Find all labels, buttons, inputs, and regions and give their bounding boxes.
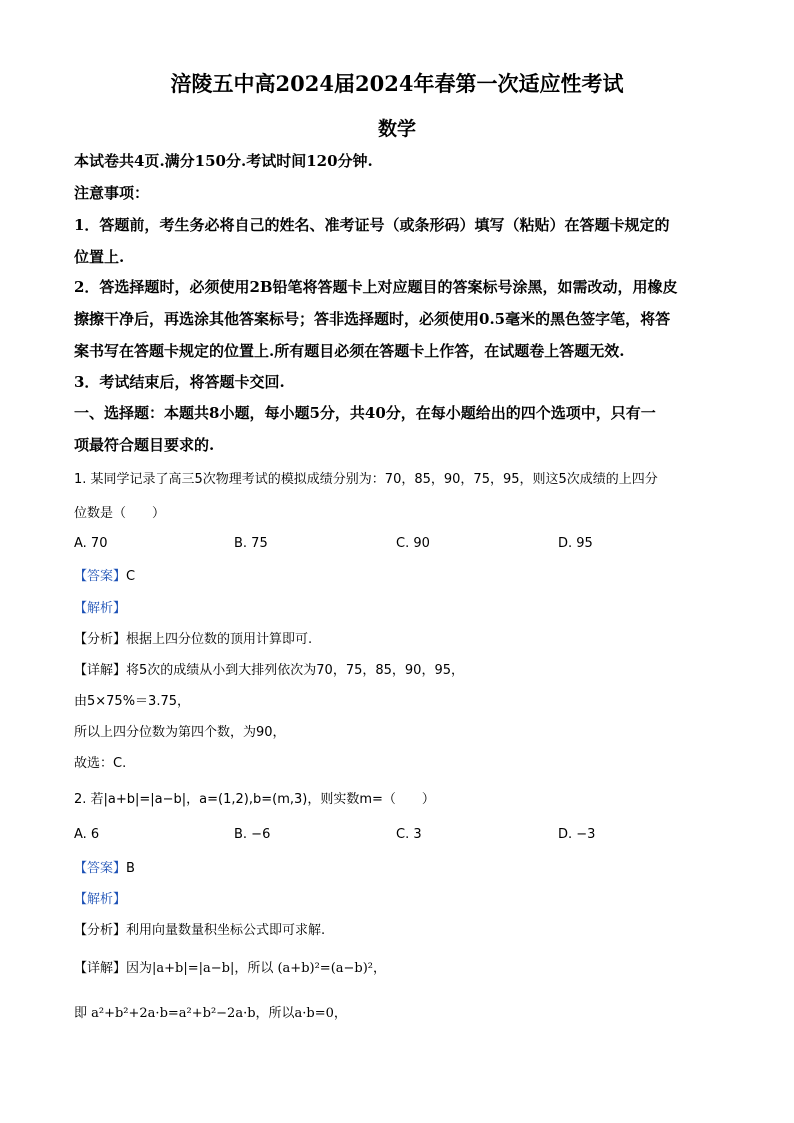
q2-choice-d: D. −3: [558, 827, 596, 842]
subject-title: 数学: [377, 118, 416, 140]
q1-xiangjie-tag: 【详解】: [74, 663, 127, 678]
q2-answer-line: [74, 858, 724, 880]
q1-choice-b: B. 75: [234, 536, 268, 551]
q2-choices: [74, 827, 724, 849]
q2-answer-value: B: [126, 861, 135, 876]
q1-step-3: 所以上四分位数为第四个数，为90，: [74, 725, 286, 740]
q2-step-2-text: 即 a²+b²+2a·b=a²+b²−2a·b，所以a·b=0，: [74, 1006, 347, 1021]
note-2-line-1: 2．答选择题时，必须使用2B铅笔将答题卡上对应题目的答案标号涂黑，如需改动，用橡皮: [74, 278, 678, 296]
q2-xiangjie-text: 因为|a+b|=|a−b|，所以 (a+b)²=(a−b)²，: [126, 961, 387, 976]
q2-choice-a: A. 6: [74, 827, 100, 842]
q2-xiangjie-line: [74, 958, 724, 980]
q1-answer-line: [74, 566, 724, 588]
q2-step-2: [74, 1003, 724, 1025]
intro-line: 本试卷共4页.满分150分.考试时间120分钟.: [74, 152, 373, 170]
section-1-line-1: 一、选择题：本题共8小题，每小题5分，共40分，在每小题给出的四个选项中，只有一: [74, 404, 656, 422]
note-2-line-2: 擦擦干净后，再选涂其他答案标号；答非选择题时，必须使用0.5毫米的黑色签字笔，将答: [74, 310, 671, 328]
q2-answer-tag: 【答案】: [74, 861, 127, 876]
q2-choice-b: B. −6: [234, 827, 271, 842]
q1-step-2: 由5×75%＝3.75，: [74, 694, 191, 709]
q1-answer-value: C: [126, 569, 136, 584]
q1-stem-line-2: 位数是（ ）: [74, 506, 166, 521]
q1-xiangjie-text: 将5次的成绩从小到大排列依次为70，75，85，90，95，: [126, 663, 464, 678]
q1-analysis-tag: [74, 598, 724, 620]
note-1-line-1: 1．答题前，考生务必将自己的姓名、准考证号（或条形码）填写（粘贴）在答题卡规定的: [74, 216, 670, 234]
q2-fenxi-text: 利用向量数量积坐标公式即可求解.: [126, 923, 326, 938]
q1-answer-tag: 【答案】: [74, 569, 127, 584]
q1-xiangjie-line: [74, 660, 724, 682]
q2-fenxi-line: [74, 920, 724, 942]
section-1-line-2: 项最符合题目要求的.: [74, 436, 215, 454]
notes-heading: 注意事项：: [74, 184, 150, 202]
q1-choice-d: D. 95: [558, 536, 593, 551]
q2-xiangjie-tag: 【详解】: [74, 961, 127, 976]
q1-stem-line-1: 1. 某同学记录了高三5次物理考试的模拟成绩分别为：70，85，90，75，95，则这5次成绩的上四分: [74, 472, 658, 487]
q2-stem: 2. 若|a+b|=|a−b|，a=(1,2),b=(m,3)，则实数m=（ ）: [74, 792, 435, 807]
q1-analysis-label: 【解析】: [74, 601, 127, 616]
q2-fenxi-tag: 【分析】: [74, 923, 127, 938]
exam-title: 涪陵五中高2024届2024年春第一次适应性考试: [170, 71, 624, 96]
q1-fenxi-line: [74, 629, 724, 651]
q1-fenxi-tag: 【分析】: [74, 632, 127, 647]
q2-analysis-tag: [74, 889, 724, 911]
note-1-line-2: 位置上.: [74, 248, 125, 266]
note-2-line-3: 案书写在答题卡规定的位置上.所有题目必须在答题卡上作答，在试题卷上答题无效.: [74, 342, 625, 360]
q2-choice-c: C. 3: [396, 827, 422, 842]
q1-step-4: 故选：C.: [74, 756, 127, 771]
q1-choice-c: C. 90: [396, 536, 430, 551]
q1-choices: [74, 536, 724, 558]
note-3-line: 3．考试结束后，将答题卡交回.: [74, 373, 285, 391]
q2-analysis-label: 【解析】: [74, 892, 127, 907]
q1-choice-a: A. 70: [74, 536, 108, 551]
q1-fenxi-text: 根据上四分位数的顶用计算即可.: [126, 632, 313, 647]
